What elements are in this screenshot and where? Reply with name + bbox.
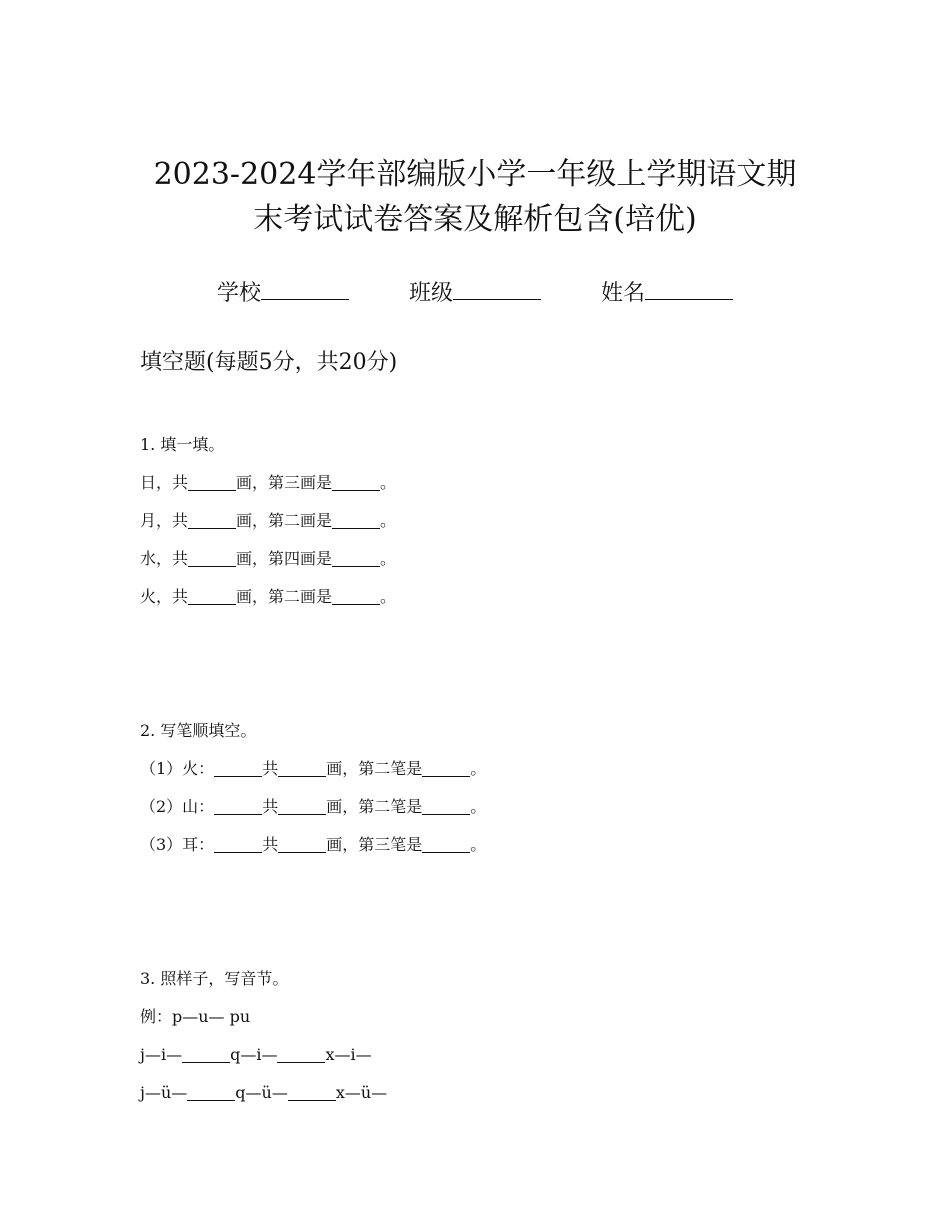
question-1-row: 火，共 画，第二画是 。	[140, 587, 397, 606]
section-heading: 填空题(每题5分，共20分)	[140, 350, 398, 375]
school-field: 学校	[217, 276, 349, 307]
answer-blank[interactable]	[332, 550, 380, 567]
answer-blank[interactable]	[187, 1084, 235, 1101]
class-field: 班级	[409, 276, 541, 307]
answer-blank[interactable]	[278, 836, 326, 853]
question-2-row: （3）耳： 共 画，第三笔是 。	[140, 835, 487, 854]
answer-blank[interactable]	[214, 760, 262, 777]
answer-blank[interactable]	[278, 798, 326, 815]
question-1	[140, 426, 396, 616]
question-2	[140, 712, 486, 864]
answer-blank[interactable]	[188, 474, 236, 491]
answer-blank[interactable]	[214, 836, 262, 853]
answer-blank[interactable]	[188, 550, 236, 567]
question-3-title: 3. 照样子，写音节。	[140, 969, 289, 988]
question-2-row: （2）山： 共 画，第二笔是 。	[140, 797, 487, 816]
question-1-title: 1. 填一填。	[140, 435, 225, 454]
student-info	[0, 276, 950, 307]
school-blank[interactable]	[261, 277, 349, 300]
answer-blank[interactable]	[422, 836, 470, 853]
title-line-2: 末考试试卷答案及解析包含(培优)	[253, 202, 697, 237]
answer-blank[interactable]	[188, 588, 236, 605]
answer-blank[interactable]	[332, 474, 380, 491]
answer-blank[interactable]	[422, 798, 470, 815]
title-line-1: 2023-2024学年部编版小学一年级上学期语文期	[153, 157, 797, 192]
answer-blank[interactable]	[182, 1046, 230, 1063]
answer-blank[interactable]	[188, 512, 236, 529]
question-3-row: j—ü— q—ü— x—ü—	[140, 1083, 388, 1102]
question-1-row: 日，共 画，第三画是 。	[140, 473, 397, 492]
answer-blank[interactable]	[278, 760, 326, 777]
page-title	[0, 152, 950, 242]
question-1-row: 月，共 画，第二画是 。	[140, 511, 397, 530]
question-3-row: j—i— q—i— x—i—	[140, 1045, 372, 1064]
answer-blank[interactable]	[288, 1084, 336, 1101]
answer-blank[interactable]	[332, 512, 380, 529]
answer-blank[interactable]	[214, 798, 262, 815]
question-3-example: 例：p—u— pu	[140, 1007, 251, 1026]
answer-blank[interactable]	[332, 588, 380, 605]
question-2-title: 2. 写笔顺填空。	[140, 721, 257, 740]
name-field: 姓名	[601, 276, 733, 307]
name-blank[interactable]	[645, 277, 733, 300]
question-2-row: （1）火： 共 画，第二笔是 。	[140, 759, 487, 778]
class-blank[interactable]	[453, 277, 541, 300]
answer-blank[interactable]	[277, 1046, 325, 1063]
question-3	[140, 960, 387, 1112]
question-1-row: 水，共 画，第四画是 。	[140, 549, 397, 568]
answer-blank[interactable]	[422, 760, 470, 777]
